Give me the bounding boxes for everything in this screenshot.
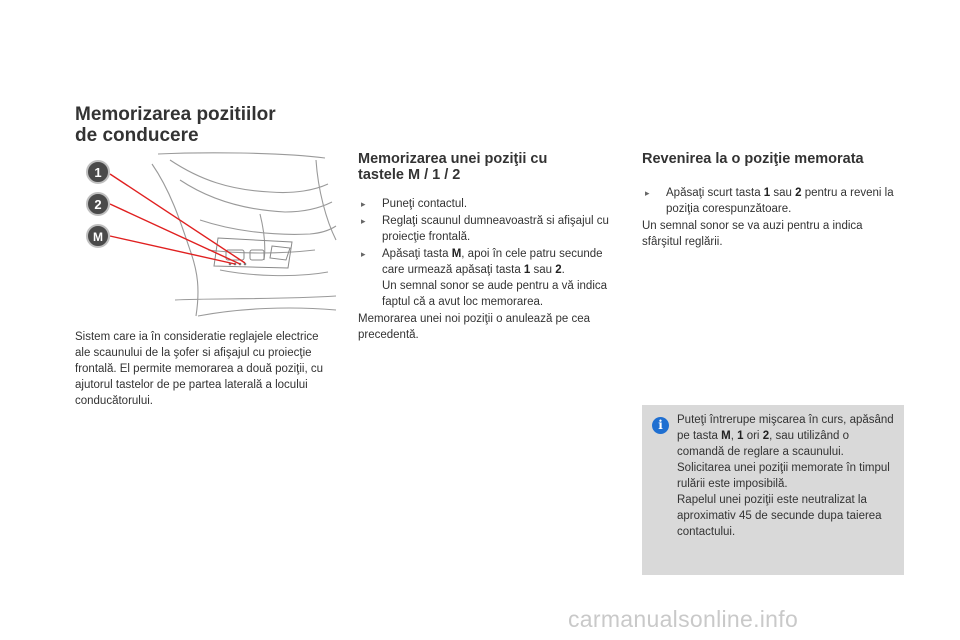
- recall-title: [642, 151, 904, 167]
- info-paragraph-2: Solicitarea unei poziţii memorate în timpul rulării este imposibilă.: [677, 462, 890, 490]
- memorize-section: [358, 151, 626, 343]
- memorize-step-2-text: Reglaţi scaunul dumneavoastră si afişajul cu proiecţie frontală.: [382, 215, 609, 243]
- memorize-step-1-text: Puneţi contactul.: [382, 198, 468, 210]
- seat-memory-illustration-graphic: [80, 150, 338, 318]
- watermark: carmanualsonline.info: [568, 606, 799, 632]
- key-2-label: 2: [762, 430, 770, 442]
- key-2-label: 2: [555, 264, 562, 276]
- recall-section: [642, 151, 904, 250]
- recall-step-text-a: Apăsaţi scurt tasta: [666, 187, 764, 199]
- intro-text: Sistem care ia în consideratie reglajele electrice ale scaunului de la şofer si afişajul cu proiecţie frontală. El permite memorarea a două poziţii, cu ajutorul tastelor de pe partea laterală a locului conducătorului.: [75, 331, 324, 407]
- key-1-label: 1: [523, 264, 531, 276]
- recall-title-text: Revenirea la o poziţie memorata: [642, 151, 864, 167]
- info-paragraph-3: Rapelul unei poziţii este neutralizat la aproximativ 45 de secunde dupa taierea contactului.: [677, 494, 882, 538]
- memory-button-2-icon: [87, 193, 109, 215]
- info-text-c: ori: [743, 430, 763, 442]
- recall-after-text: Un semnal sonor se va auzi pentru a indica sfârşitul reglării.: [642, 220, 863, 248]
- memorize-step-3: [358, 246, 626, 310]
- memorize-step-1: [358, 196, 626, 212]
- memorize-after-text: Memorarea unei noi poziţii o anulează pe cea precedentă.: [358, 313, 591, 341]
- memorize-step-3-text-d: .: [561, 264, 565, 276]
- page-title-line2: de conducere: [75, 125, 199, 146]
- page-title-line1: Memorizarea pozitiilor: [75, 104, 276, 125]
- memory-button-1-icon: [87, 161, 109, 183]
- recall-step-text-c: pentru a reveni la poziţia corespunzătoare.: [666, 187, 894, 215]
- key-2-label: 2: [795, 187, 802, 199]
- seat-memory-illustration: [80, 150, 338, 318]
- memory-button-m-label: M: [93, 230, 103, 244]
- memorize-step-3-text-b: , apoi în cele patru secunde care urmează apăsaţi tasta: [382, 248, 603, 276]
- info-text-d: , sau utilizând o comandă de reglare a scaunului.: [677, 430, 850, 458]
- info-icon: i: [652, 417, 669, 434]
- key-m-label: M: [451, 248, 462, 260]
- bullet-arrow-icon: ▸: [361, 249, 366, 259]
- memorize-title: [358, 151, 626, 183]
- memory-button-m-icon: [87, 225, 109, 247]
- memory-button-1-label: 1: [94, 165, 102, 180]
- memorize-step-2: [358, 213, 626, 245]
- memorize-title-line2: tastele M / 1 / 2: [358, 167, 461, 183]
- info-paragraph-1: [677, 412, 896, 460]
- recall-steps: [642, 185, 904, 217]
- bullet-arrow-icon: ▸: [645, 188, 650, 198]
- memorize-step-3-text-a: Apăsaţi tasta: [382, 248, 452, 260]
- key-1-label: 1: [763, 187, 771, 199]
- info-text-a: Puteţi întrerupe mişcarea în curs, apăsând pe tasta: [677, 414, 894, 442]
- info-box: [642, 405, 904, 575]
- recall-step-text-b: sau: [770, 187, 796, 199]
- info-text-b: ,: [730, 430, 738, 442]
- memory-button-2-label: 2: [94, 197, 102, 212]
- recall-step-1: [642, 185, 904, 217]
- key-1-label: 1: [737, 430, 744, 442]
- memorize-steps: [358, 196, 626, 310]
- bullet-arrow-icon: ▸: [361, 199, 366, 209]
- memorize-title-line1: Memorizarea unei poziţii cu: [358, 151, 548, 167]
- memorize-step-3-note: Un semnal sonor se aude pentru a vă indica faptul că a avut loc memorarea.: [382, 280, 608, 308]
- key-m-label: M: [721, 430, 731, 442]
- memorize-step-3-text-c: sau: [530, 264, 556, 276]
- bullet-arrow-icon: ▸: [361, 216, 366, 226]
- page-title: [75, 104, 335, 146]
